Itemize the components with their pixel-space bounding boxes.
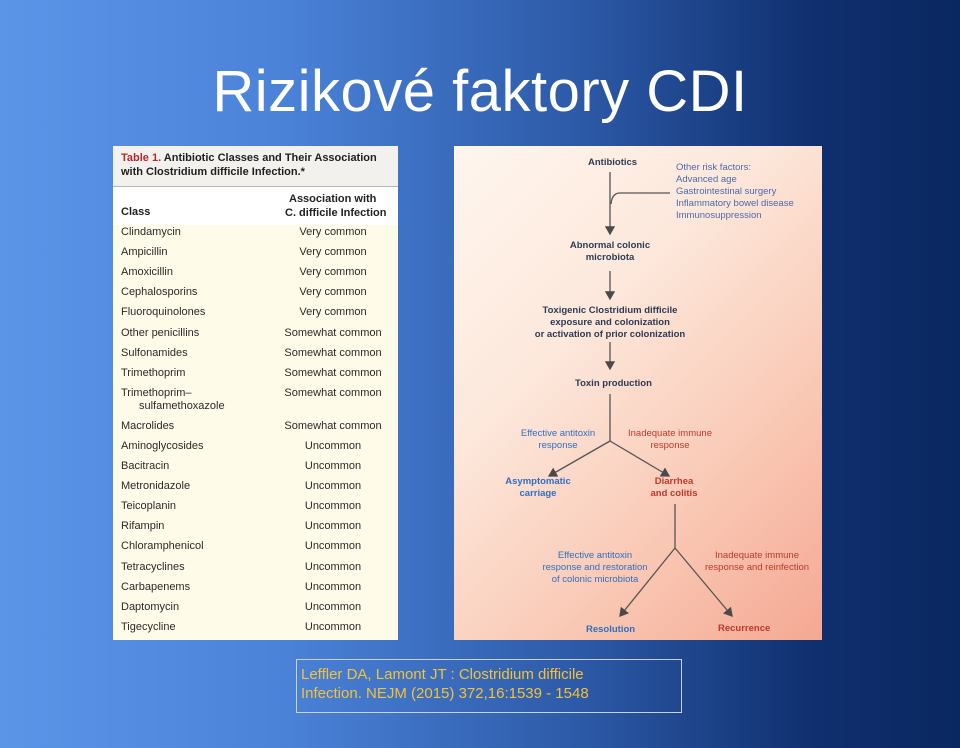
table-row (113, 266, 398, 286)
table-row (113, 327, 398, 347)
row-association: Very common (299, 226, 367, 238)
row-class: Teicoplanin (121, 500, 177, 513)
pathogenesis-flowchart (454, 146, 822, 640)
row-association: Somewhat common (284, 386, 382, 399)
table-row (113, 520, 398, 540)
citation-line2: Infection. NEJM (2015) 372,16:1539 - 1548 (301, 685, 589, 702)
node-recurrence: Recurrence (718, 623, 771, 634)
label-inadequate-immune: Inadequate immune response (628, 428, 712, 451)
table-row (113, 460, 398, 480)
table-row (113, 440, 398, 460)
table-row (113, 420, 398, 440)
risk-ibd: Inflammatory bowel disease (676, 198, 794, 209)
table-row (113, 347, 398, 367)
node-antibiotics: Antibiotics (588, 157, 638, 168)
risk-surgery: Gastrointestinal surgery (676, 186, 777, 197)
row-association: Somewhat common (284, 419, 382, 432)
row-association: Uncommon (304, 620, 362, 633)
table-header (113, 187, 398, 225)
table-tag: Table 1. (121, 152, 162, 164)
col-header-class: Class (121, 206, 151, 218)
row-class: Trimethoprim (121, 366, 186, 379)
row-class: Rifampin (121, 520, 165, 533)
node-asymptomatic-carriage: Asymptomatic carriage (505, 476, 571, 499)
citation-line1: Leffler DA, Lamont JT : Clostridium difficile (301, 666, 584, 683)
row-association: Uncommon (304, 560, 362, 573)
row-association: Very common (299, 286, 367, 299)
table-row (113, 561, 398, 581)
row-class-cont: sulfamethoxazole (139, 399, 225, 412)
row-association: Very common (299, 266, 367, 279)
antibiotic-table (113, 146, 398, 640)
row-association: Uncommon (304, 500, 362, 513)
col-header-assoc-2: C. difficile Infection (285, 207, 387, 219)
table-caption-line1: Antibiotic Classes and Their Association (161, 152, 377, 164)
citation-box (296, 659, 682, 713)
node-toxigenic: Toxigenic Clostridium difficile exposure and colonization or activation of prior colonization (534, 305, 686, 340)
node-abnormal-microbiota: Abnormal colonic microbiota (569, 240, 651, 263)
col-header-assoc-1: Association with (289, 193, 377, 205)
row-association: Somewhat common (284, 366, 382, 379)
table-row (113, 500, 398, 520)
risk-factors-list (676, 162, 794, 222)
slide-title: Rizikové faktory CDI (212, 59, 748, 124)
row-association: Uncommon (304, 460, 362, 472)
row-class: Chloramphenicol (121, 540, 204, 553)
row-class: Ampicillin (121, 246, 168, 259)
row-association: Uncommon (304, 480, 362, 493)
node-toxin-production: Toxin production (575, 378, 652, 389)
table-row (113, 306, 398, 326)
risk-age: Advanced age (676, 174, 737, 185)
row-association: Uncommon (304, 580, 362, 593)
node-resolution: Resolution (586, 624, 636, 635)
risk-heading: Other risk factors: (676, 162, 751, 173)
label-effective-antitoxin-restoration: Effective antitoxin response and restoration of colonic microbiota (542, 550, 648, 585)
row-association: Uncommon (304, 600, 362, 613)
table-row (113, 621, 398, 640)
row-class: Clindamycin (121, 226, 181, 238)
table-caption-line2: with Clostridium difficile Infection.* (121, 166, 305, 178)
table-row (113, 480, 398, 500)
row-association: Somewhat common (284, 346, 382, 359)
row-class: Sulfonamides (121, 346, 188, 359)
row-association: Somewhat common (284, 326, 382, 339)
table-row (113, 601, 398, 621)
row-class: Metronidazole (121, 480, 191, 493)
risk-immuno: Immunosuppression (676, 210, 762, 221)
row-association: Uncommon (304, 540, 362, 553)
row-association: Uncommon (304, 439, 362, 452)
table-row (113, 246, 398, 266)
arrow-risk-factors (611, 193, 670, 204)
row-class: Fluoroquinolones (121, 306, 206, 319)
row-class: Cephalosporins (121, 286, 198, 299)
row-class: Macrolides (121, 419, 175, 432)
row-class: Bacitracin (121, 460, 170, 472)
table-row (113, 367, 398, 387)
row-class: Amoxicillin (121, 266, 173, 279)
table-row (113, 286, 398, 306)
table-row (113, 540, 398, 560)
table-row (113, 226, 398, 246)
row-class: Daptomycin (121, 600, 180, 613)
row-class: Tetracyclines (121, 560, 185, 573)
table-caption (113, 146, 398, 187)
label-inadequate-reinfection: Inadequate immune response and reinfection (704, 550, 810, 573)
row-class: Aminoglycosides (121, 439, 204, 452)
label-effective-antitoxin: Effective antitoxin response (520, 428, 596, 451)
row-class: Other penicillins (121, 326, 200, 339)
row-association: Uncommon (304, 520, 362, 533)
row-association: Very common (299, 306, 367, 319)
row-class: Tigecycline (121, 620, 176, 633)
node-diarrhea-colitis: Diarrhea and colitis (650, 476, 698, 499)
row-class: Carbapenems (121, 580, 191, 593)
table-row (113, 581, 398, 601)
row-class: Trimethoprim– (121, 386, 192, 399)
row-association: Very common (299, 246, 367, 259)
